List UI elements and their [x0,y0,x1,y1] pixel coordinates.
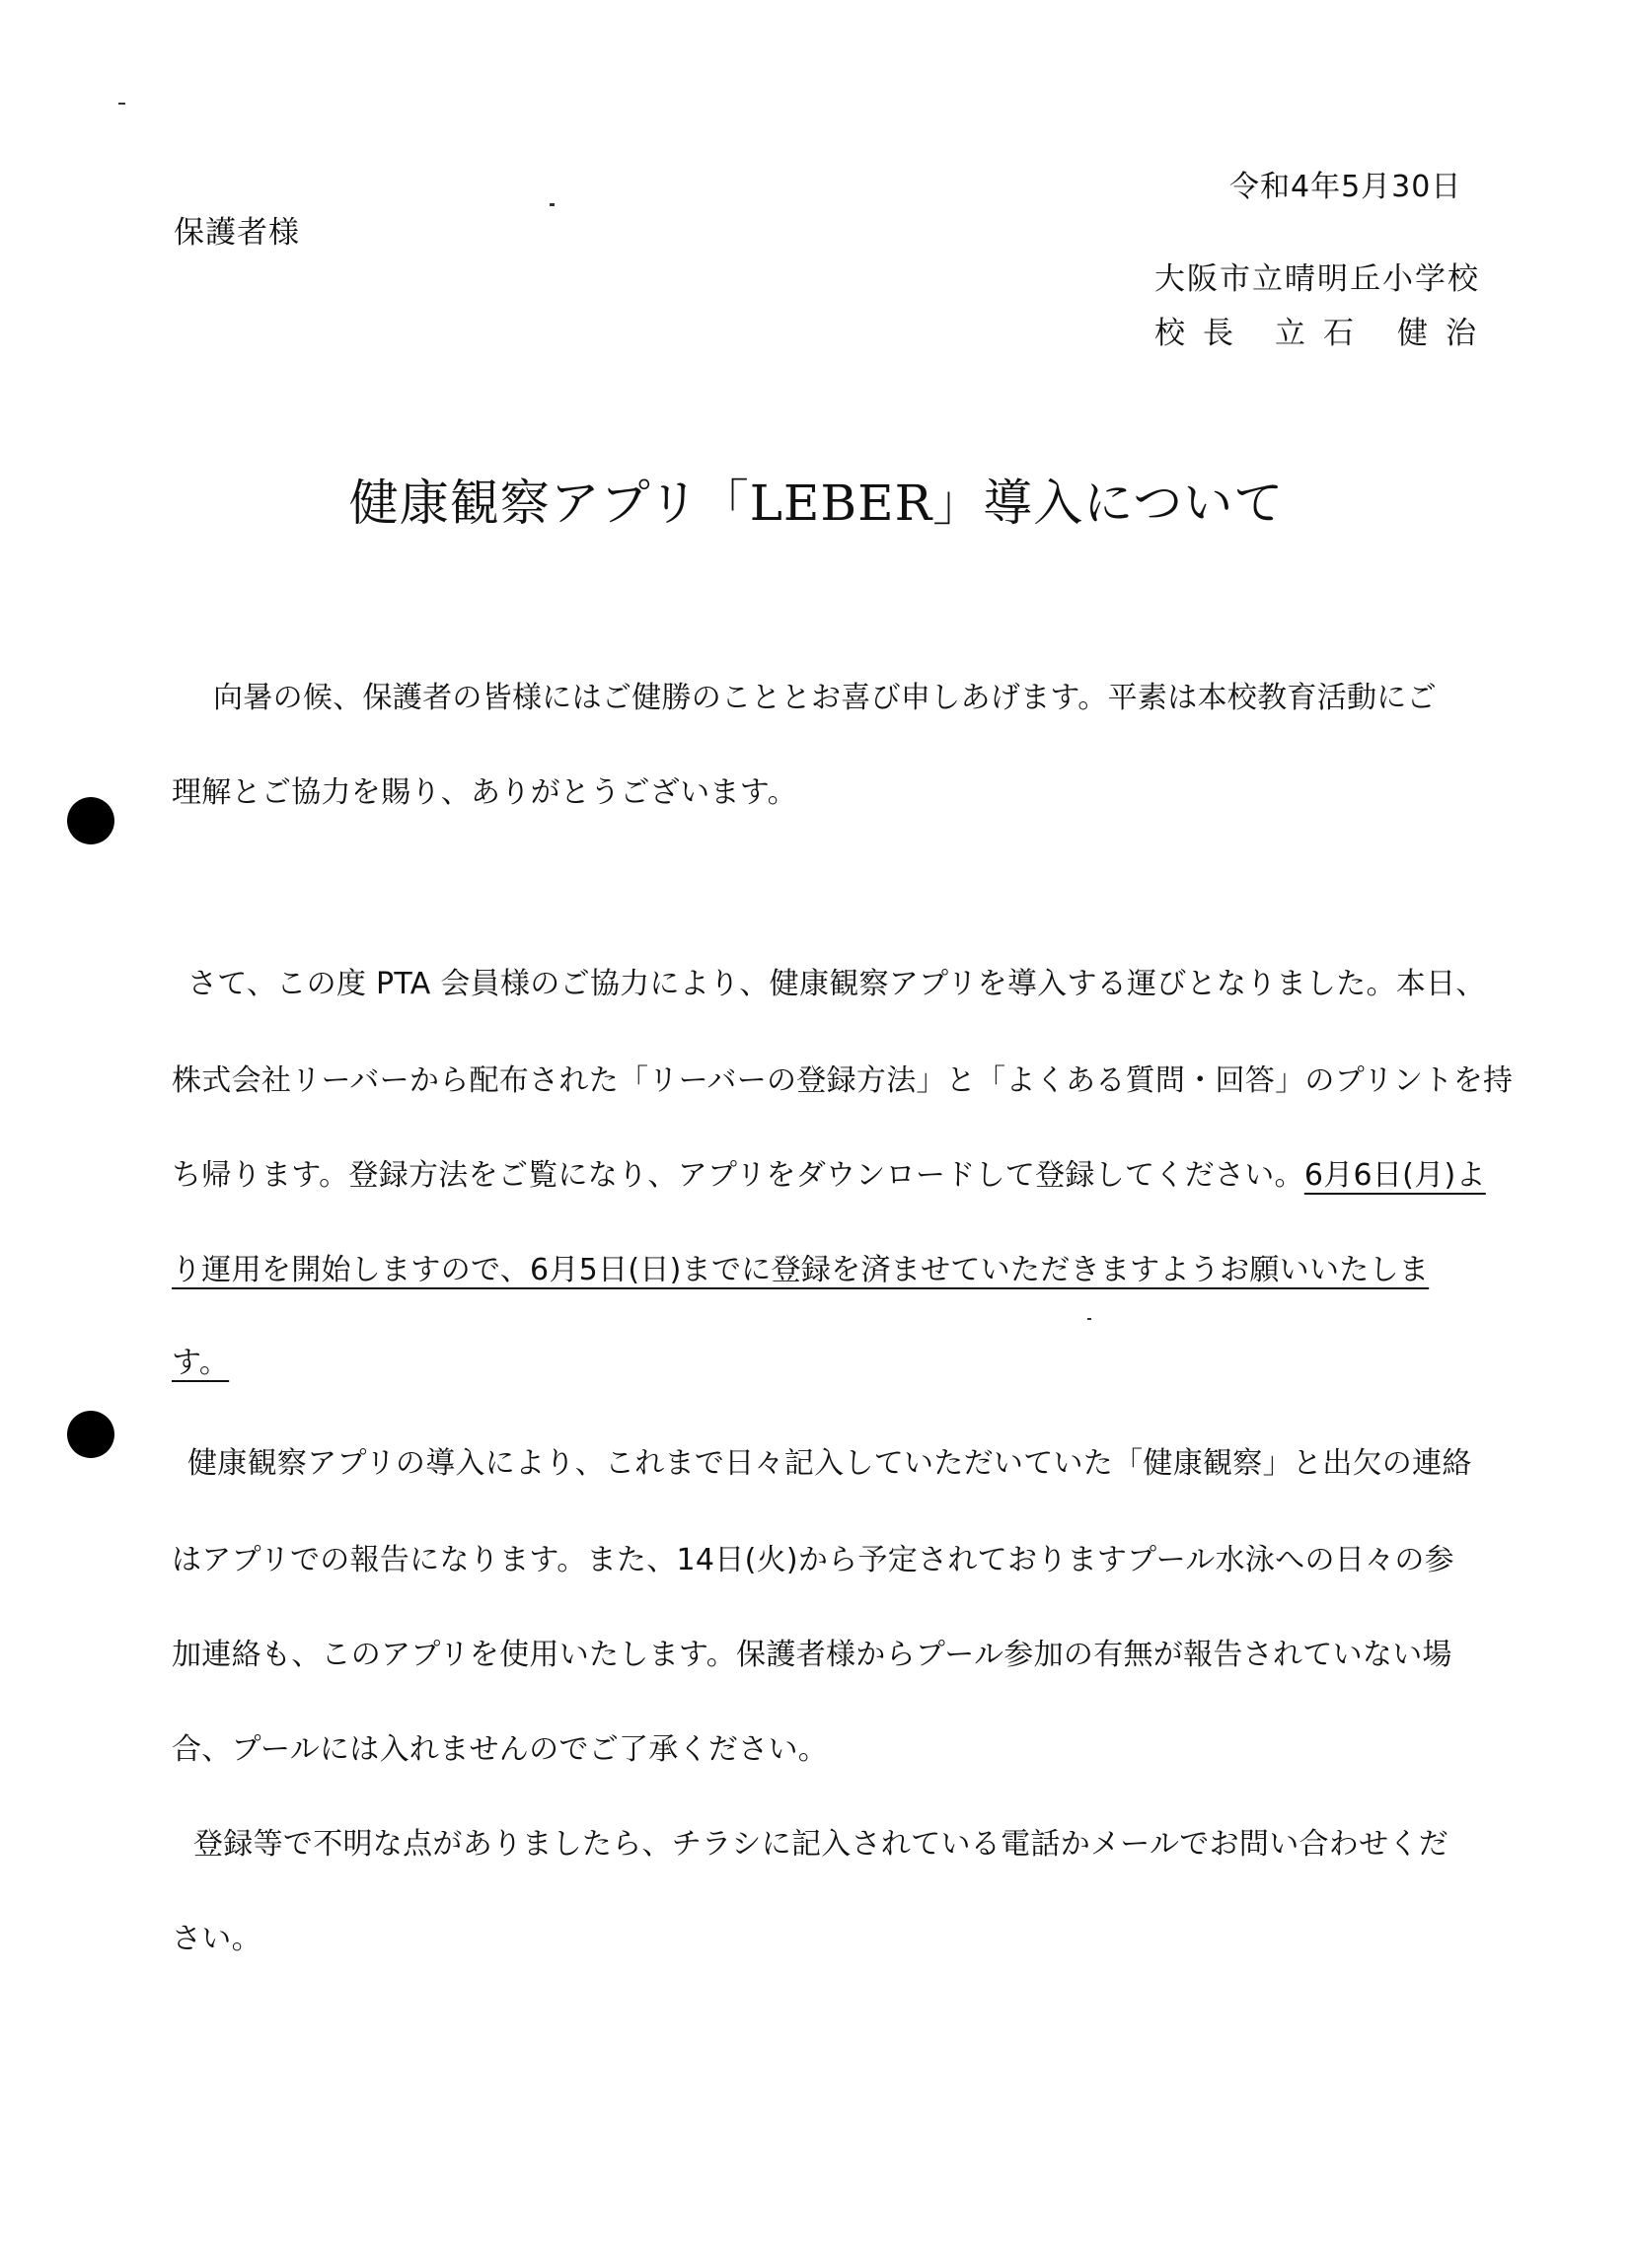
punch-hole-upper [67,797,114,844]
recipient: 保護者様 [174,215,300,251]
body-line: 合、プールには入れませんのでご了承ください。 [172,1732,829,1767]
body-text: ち帰ります。登録方法をご覧になり、アプリをダウンロードして登録してください。 [172,1158,1304,1193]
underlined-deadline-line: り運用を開始しますので、6月5日(日)までに登録を済ませていただきますようお願いいたしま [172,1253,1430,1287]
principal-family-name: 立石 [1275,316,1372,351]
underlined-line-end: す。 [172,1346,230,1380]
body-line: さい。 [172,1922,261,1956]
body-line: 加連絡も、このアプリを使用いたします。保護者様からプール参加の有無が報告されていない場 [172,1638,1452,1672]
scan-speck [550,203,555,206]
scan-speck [118,103,125,105]
principal-signature [1154,308,1494,352]
body-line [172,1150,1486,1194]
underlined-start-date: 6月6日(月)よ [1303,1158,1486,1193]
principal-role: 校長 [1154,316,1251,351]
body-line: 健康観察アプリの導入により、これまで日々記入していただいていた「健康観察」と出欠の連絡 [187,1446,1472,1481]
school-name: 大阪市立晴明丘小学校 [1154,261,1480,297]
body-line: 向暑の候、保護者の皆様にはご健勝のこととお喜び申しあげます。平素は本校教育活動にご [213,681,1437,715]
body-line: はアプリでの報告になります。また、14日(火)から予定されておりますプール水泳への日々の参 [172,1543,1454,1577]
body-line: 株式会社リーバーから配布された「リーバーの登録方法」と「よくある質問・回答」のプリントを持 [172,1063,1514,1098]
body-line: さて、この度 PTA 会員様のご協力により、健康観察アプリを導入する運びとなりました。本日、 [187,967,1486,1001]
body-line: 登録等で不明な点がありましたら、チラシに記入されている電話かメールでお問い合わせくだ [193,1827,1448,1862]
letter-date: 令和4年5月30日 [1229,170,1462,204]
body-line: 理解とご協力を賜り、ありがとうございます。 [172,775,797,810]
principal-given-name: 健治 [1397,316,1494,351]
punch-hole-lower [67,1411,114,1458]
document-title: 健康観察アプリ「LEBER」導入について [348,475,1285,532]
scan-speck [1087,1318,1091,1320]
